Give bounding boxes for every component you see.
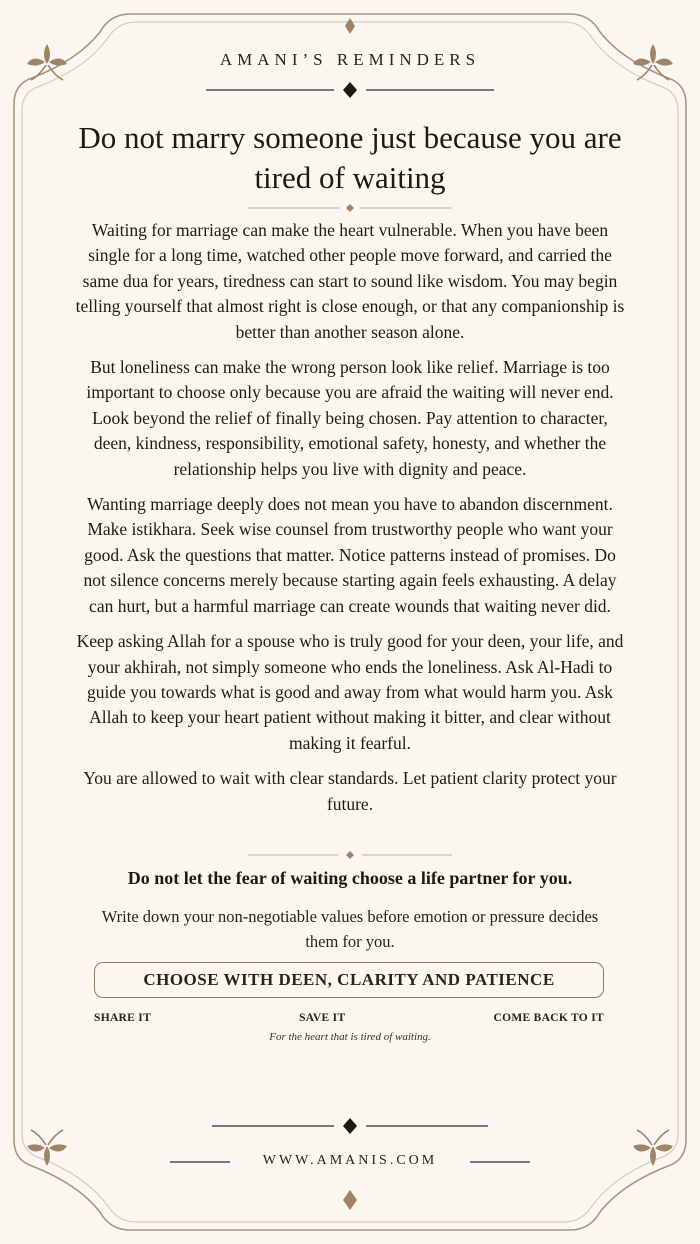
paragraph: You are allowed to wait with clear standards. Let patient clarity protect your future. [83, 768, 617, 814]
paragraph: But loneliness can make the wrong person look like relief. Marriage is too important to choose only because you are afraid the waiting will never end. Look beyond the relief of finally being chosen. Pay attention to character, deen, kindness, responsibility, emotional safety, honesty, and whether the relationship helps you live with dignity and peace. [86, 357, 614, 479]
action-links [94, 1012, 604, 1024]
diamond-icon [343, 1118, 357, 1134]
fleur-icon [345, 18, 355, 34]
paragraph: Waiting for marriage can make the heart vulnerable. When you have been single for a long time, watched other people move forward, and carried the same dua for years, tiredness can start to sound like wisdom. You may begin telling yourself that almost right is close enough, or that any companionship is better than another season alone. [75, 220, 625, 342]
page-title: Do not marry someone just because you are tired of waiting [78, 120, 622, 195]
website-link[interactable]: WWW.AMANIS.COM [262, 1153, 438, 1168]
diamond-icon [343, 82, 357, 98]
cta-label: CHOOSE WITH DEEN, CLARITY AND PATIENCE [143, 970, 555, 989]
diamond-icon [346, 851, 354, 859]
paragraph: Keep asking Allah for a spouse who is truly good for your deen, your life, and your akhirah, not simply someone who ends the loneliness. Ask Al-Hadi to guide you towards what is good and away from what would harm you. Ask Allah to keep your heart patient without making it bitter, and clear without making it fearful. [76, 631, 624, 753]
diamond-icon [346, 204, 354, 212]
brand-header: AMANI’S REMINDERS [219, 50, 481, 69]
save-link[interactable]: SAVE IT [299, 1012, 346, 1024]
footer-divider [212, 1118, 488, 1134]
share-link[interactable]: SHARE IT [94, 1012, 152, 1024]
body-text [74, 218, 626, 827]
callout-heading: Do not let the fear of waiting choose a life partner for you. [127, 868, 573, 888]
paragraph: Wanting marriage deeply does not mean you have to abandon discernment. Make istikhara. Seek wise counsel from trustworthy people who want your good. Ask the questions that matter. Notice patterns instead of promises. Do not silence concerns merely because starting again feels exhausting. A delay can hurt, but a harmful marriage can create wounds that waiting never did. [83, 494, 617, 616]
header-divider [206, 82, 494, 98]
section-divider [248, 851, 452, 859]
callout-subtext: Write down your non-negotiable values before emotion or pressure decides them for you. [101, 907, 599, 951]
fleur-icon [343, 1190, 357, 1210]
title-divider [248, 204, 452, 212]
tagline: For the heart that is tired of waiting. [269, 1031, 431, 1043]
come-back-link[interactable]: COME BACK TO IT [493, 1012, 604, 1024]
cta-button[interactable] [94, 962, 604, 998]
